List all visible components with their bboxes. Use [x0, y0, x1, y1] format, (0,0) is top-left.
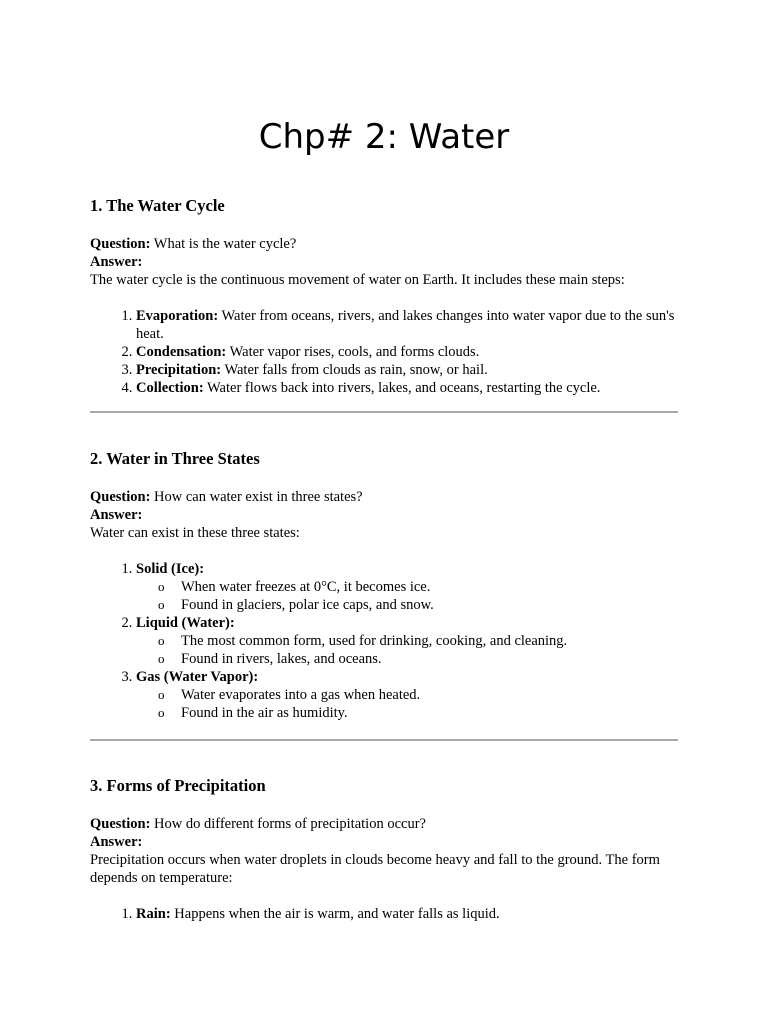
question-label: Question: — [90, 816, 151, 832]
states-list — [90, 560, 680, 722]
answer-intro: Precipitation occurs when water droplets in clouds become heavy and fall to the ground. The form depends on temperature: — [90, 852, 660, 886]
list-item — [136, 379, 680, 397]
item-term: Liquid (Water): — [136, 615, 235, 631]
sub-list-item: o Water evaporates into a gas when heated. — [181, 686, 680, 704]
list-item — [136, 614, 680, 668]
list-item — [136, 905, 680, 923]
list-item — [136, 560, 680, 614]
item-term: Condensation: — [136, 344, 227, 360]
item-term: Gas (Water Vapor): — [136, 669, 259, 685]
answer-label-line — [90, 253, 680, 271]
answer-label: Answer: — [90, 254, 143, 270]
question-text: How can water exist in three states? — [150, 489, 363, 505]
sub-list-item: o Found in rivers, lakes, and oceans. — [181, 650, 680, 668]
question-label: Question: — [90, 489, 151, 505]
item-text: Happens when the air is warm, and water falls as liquid. — [170, 906, 500, 922]
page-title: Chp# 2: Water — [258, 116, 510, 157]
question-label: Question: — [90, 236, 151, 252]
item-term: Precipitation: — [136, 362, 222, 378]
answer-label-line — [90, 506, 680, 524]
question-line — [90, 815, 680, 833]
answer-label: Answer: — [90, 834, 143, 850]
precipitation-forms — [90, 905, 680, 923]
list-item — [136, 343, 680, 361]
question-text: How do different forms of precipitation occur? — [150, 816, 426, 832]
question-answer — [90, 815, 680, 887]
list-item — [136, 668, 680, 722]
question-line — [90, 235, 680, 253]
item-term: Rain: — [136, 906, 171, 922]
item-text: Water vapor rises, cools, and forms clouds. — [226, 344, 480, 360]
section-water-cycle — [90, 196, 680, 397]
answer-label: Answer: — [90, 507, 143, 523]
section-heading: 1. The Water Cycle — [90, 196, 225, 215]
item-term: Evaporation: — [136, 308, 219, 324]
section-heading: 2. Water in Three States — [90, 449, 260, 468]
section-three-states — [90, 449, 680, 722]
question-line — [90, 488, 680, 506]
sub-list — [136, 578, 680, 614]
section-heading: 3. Forms of Precipitation — [90, 776, 266, 795]
item-text: Water from oceans, rivers, and lakes changes into water vapor due to the sun's heat. — [136, 308, 675, 342]
section-divider — [90, 411, 678, 413]
section-divider — [90, 739, 678, 741]
list-item — [136, 307, 680, 343]
item-text: Water falls from clouds as rain, snow, or hail. — [221, 362, 488, 378]
sub-list-item: o Found in the air as humidity. — [181, 704, 680, 722]
item-text: Water flows back into rivers, lakes, and oceans, restarting the cycle. — [203, 380, 601, 396]
answer-intro: Water can exist in these three states: — [90, 525, 300, 541]
question-answer — [90, 235, 680, 289]
sub-list — [136, 632, 680, 668]
sub-list — [136, 686, 680, 722]
sub-list-item: o When water freezes at 0°C, it becomes ice. — [181, 578, 680, 596]
sub-list-item: o The most common form, used for drinking, cooking, and cleaning. — [181, 632, 680, 650]
sub-list-item: o Found in glaciers, polar ice caps, and snow. — [181, 596, 680, 614]
water-cycle-steps — [90, 307, 680, 397]
question-text: What is the water cycle? — [150, 236, 297, 252]
question-answer — [90, 488, 680, 542]
answer-intro: The water cycle is the continuous movement of water on Earth. It includes these main steps: — [90, 272, 625, 288]
list-item — [136, 361, 680, 379]
item-term: Solid (Ice): — [136, 561, 205, 577]
item-term: Collection: — [136, 380, 204, 396]
answer-label-line — [90, 833, 680, 851]
section-precipitation — [90, 776, 680, 923]
